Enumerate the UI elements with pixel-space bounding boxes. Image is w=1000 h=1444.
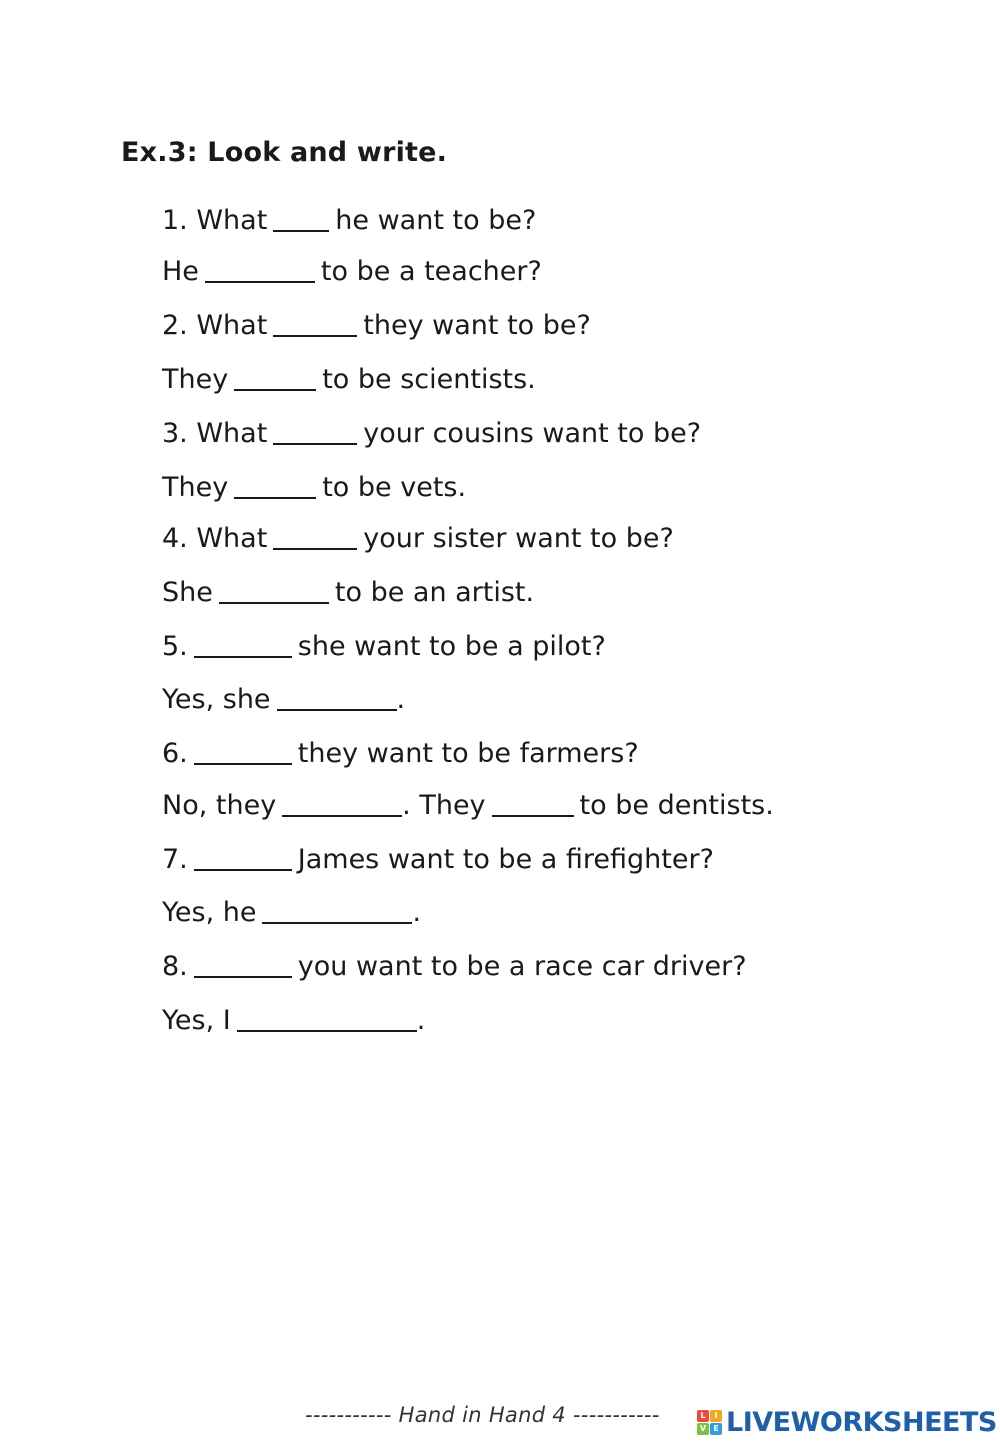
question-line-2: [162, 308, 591, 344]
exercise-title: Ex.3: Look and write.: [121, 137, 448, 168]
question-line-7: [162, 842, 714, 878]
line-prefix: 7.: [162, 844, 188, 875]
line-prefix: 4. What: [162, 523, 268, 554]
line-prefix: No, they: [162, 790, 277, 821]
answer-line-7: [162, 895, 421, 931]
answer-blank[interactable]: [262, 921, 412, 924]
line-suffix: she want to be a pilot?: [297, 631, 606, 662]
question-line-1: [162, 203, 536, 239]
line-suffix: .: [416, 1005, 426, 1036]
line-prefix: They: [162, 472, 229, 503]
answer-blank[interactable]: [234, 496, 316, 499]
line-suffix: to be vets.: [322, 472, 467, 503]
brand-name: LIVEWORKSHEETS: [726, 1406, 997, 1438]
answer-blank[interactable]: [237, 1029, 417, 1032]
line-suffix: James want to be a firefighter?: [297, 844, 714, 875]
answer-blank[interactable]: [277, 708, 397, 711]
line-prefix: 2. What: [162, 310, 268, 341]
answer-blank[interactable]: [219, 601, 329, 604]
answer-blank[interactable]: [273, 229, 329, 232]
answer-blank[interactable]: [194, 868, 292, 871]
line-prefix: 3. What: [162, 418, 268, 449]
line-prefix: 5.: [162, 631, 188, 662]
line-suffix: to be scientists.: [322, 364, 536, 395]
answer-blank[interactable]: [194, 762, 292, 765]
line-suffix: .: [412, 897, 422, 928]
answer-blank[interactable]: [194, 975, 292, 978]
answer-blank[interactable]: [282, 814, 402, 817]
line-suffix: you want to be a race car driver?: [297, 951, 747, 982]
line-suffix: they want to be?: [363, 310, 591, 341]
logo-letter: I: [710, 1410, 722, 1422]
logo-letter: E: [710, 1423, 722, 1435]
answer-line-4: [162, 575, 534, 611]
line-suffix: to be an artist.: [334, 577, 535, 608]
line-prefix: She: [162, 577, 213, 608]
line-suffix: to be dentists.: [579, 790, 774, 821]
answer-blank[interactable]: [273, 547, 357, 550]
line-suffix: to be a teacher?: [320, 256, 542, 287]
line-prefix: 6.: [162, 738, 188, 769]
line-prefix: 8.: [162, 951, 188, 982]
line-middle: . They: [402, 790, 486, 821]
question-line-3: [162, 416, 701, 452]
answer-blank[interactable]: [194, 655, 292, 658]
answer-line-5: [162, 682, 405, 718]
answer-blank[interactable]: [234, 388, 316, 391]
answer-line-1: [162, 254, 542, 290]
logo-letter: V: [697, 1423, 709, 1435]
question-line-6: [162, 736, 639, 772]
line-suffix: he want to be?: [335, 205, 537, 236]
line-suffix: .: [396, 684, 406, 715]
answer-line-3: [162, 470, 466, 506]
liveworksheets-logo-icon: [697, 1410, 722, 1435]
question-line-8: [162, 949, 747, 985]
line-prefix: Yes, I: [162, 1005, 231, 1036]
line-prefix: They: [162, 364, 229, 395]
answer-line-6: [162, 788, 774, 824]
answer-blank[interactable]: [492, 814, 574, 817]
logo-letter: L: [697, 1410, 709, 1422]
line-prefix: Yes, she: [162, 684, 271, 715]
answer-blank[interactable]: [205, 280, 315, 283]
line-prefix: Yes, he: [162, 897, 257, 928]
question-line-5: [162, 629, 606, 665]
line-prefix: 1. What: [162, 205, 268, 236]
answer-blank[interactable]: [273, 334, 357, 337]
footer-credit: ----------- Hand in Hand 4 -----------: [305, 1403, 660, 1427]
question-line-4: [162, 521, 674, 557]
answer-line-8: [162, 1003, 425, 1039]
line-suffix: your cousins want to be?: [363, 418, 702, 449]
answer-blank[interactable]: [273, 442, 357, 445]
line-suffix: they want to be farmers?: [297, 738, 639, 769]
line-suffix: your sister want to be?: [363, 523, 674, 554]
line-prefix: He: [162, 256, 199, 287]
liveworksheets-logo[interactable]: [697, 1400, 997, 1444]
answer-line-2: [162, 362, 536, 398]
